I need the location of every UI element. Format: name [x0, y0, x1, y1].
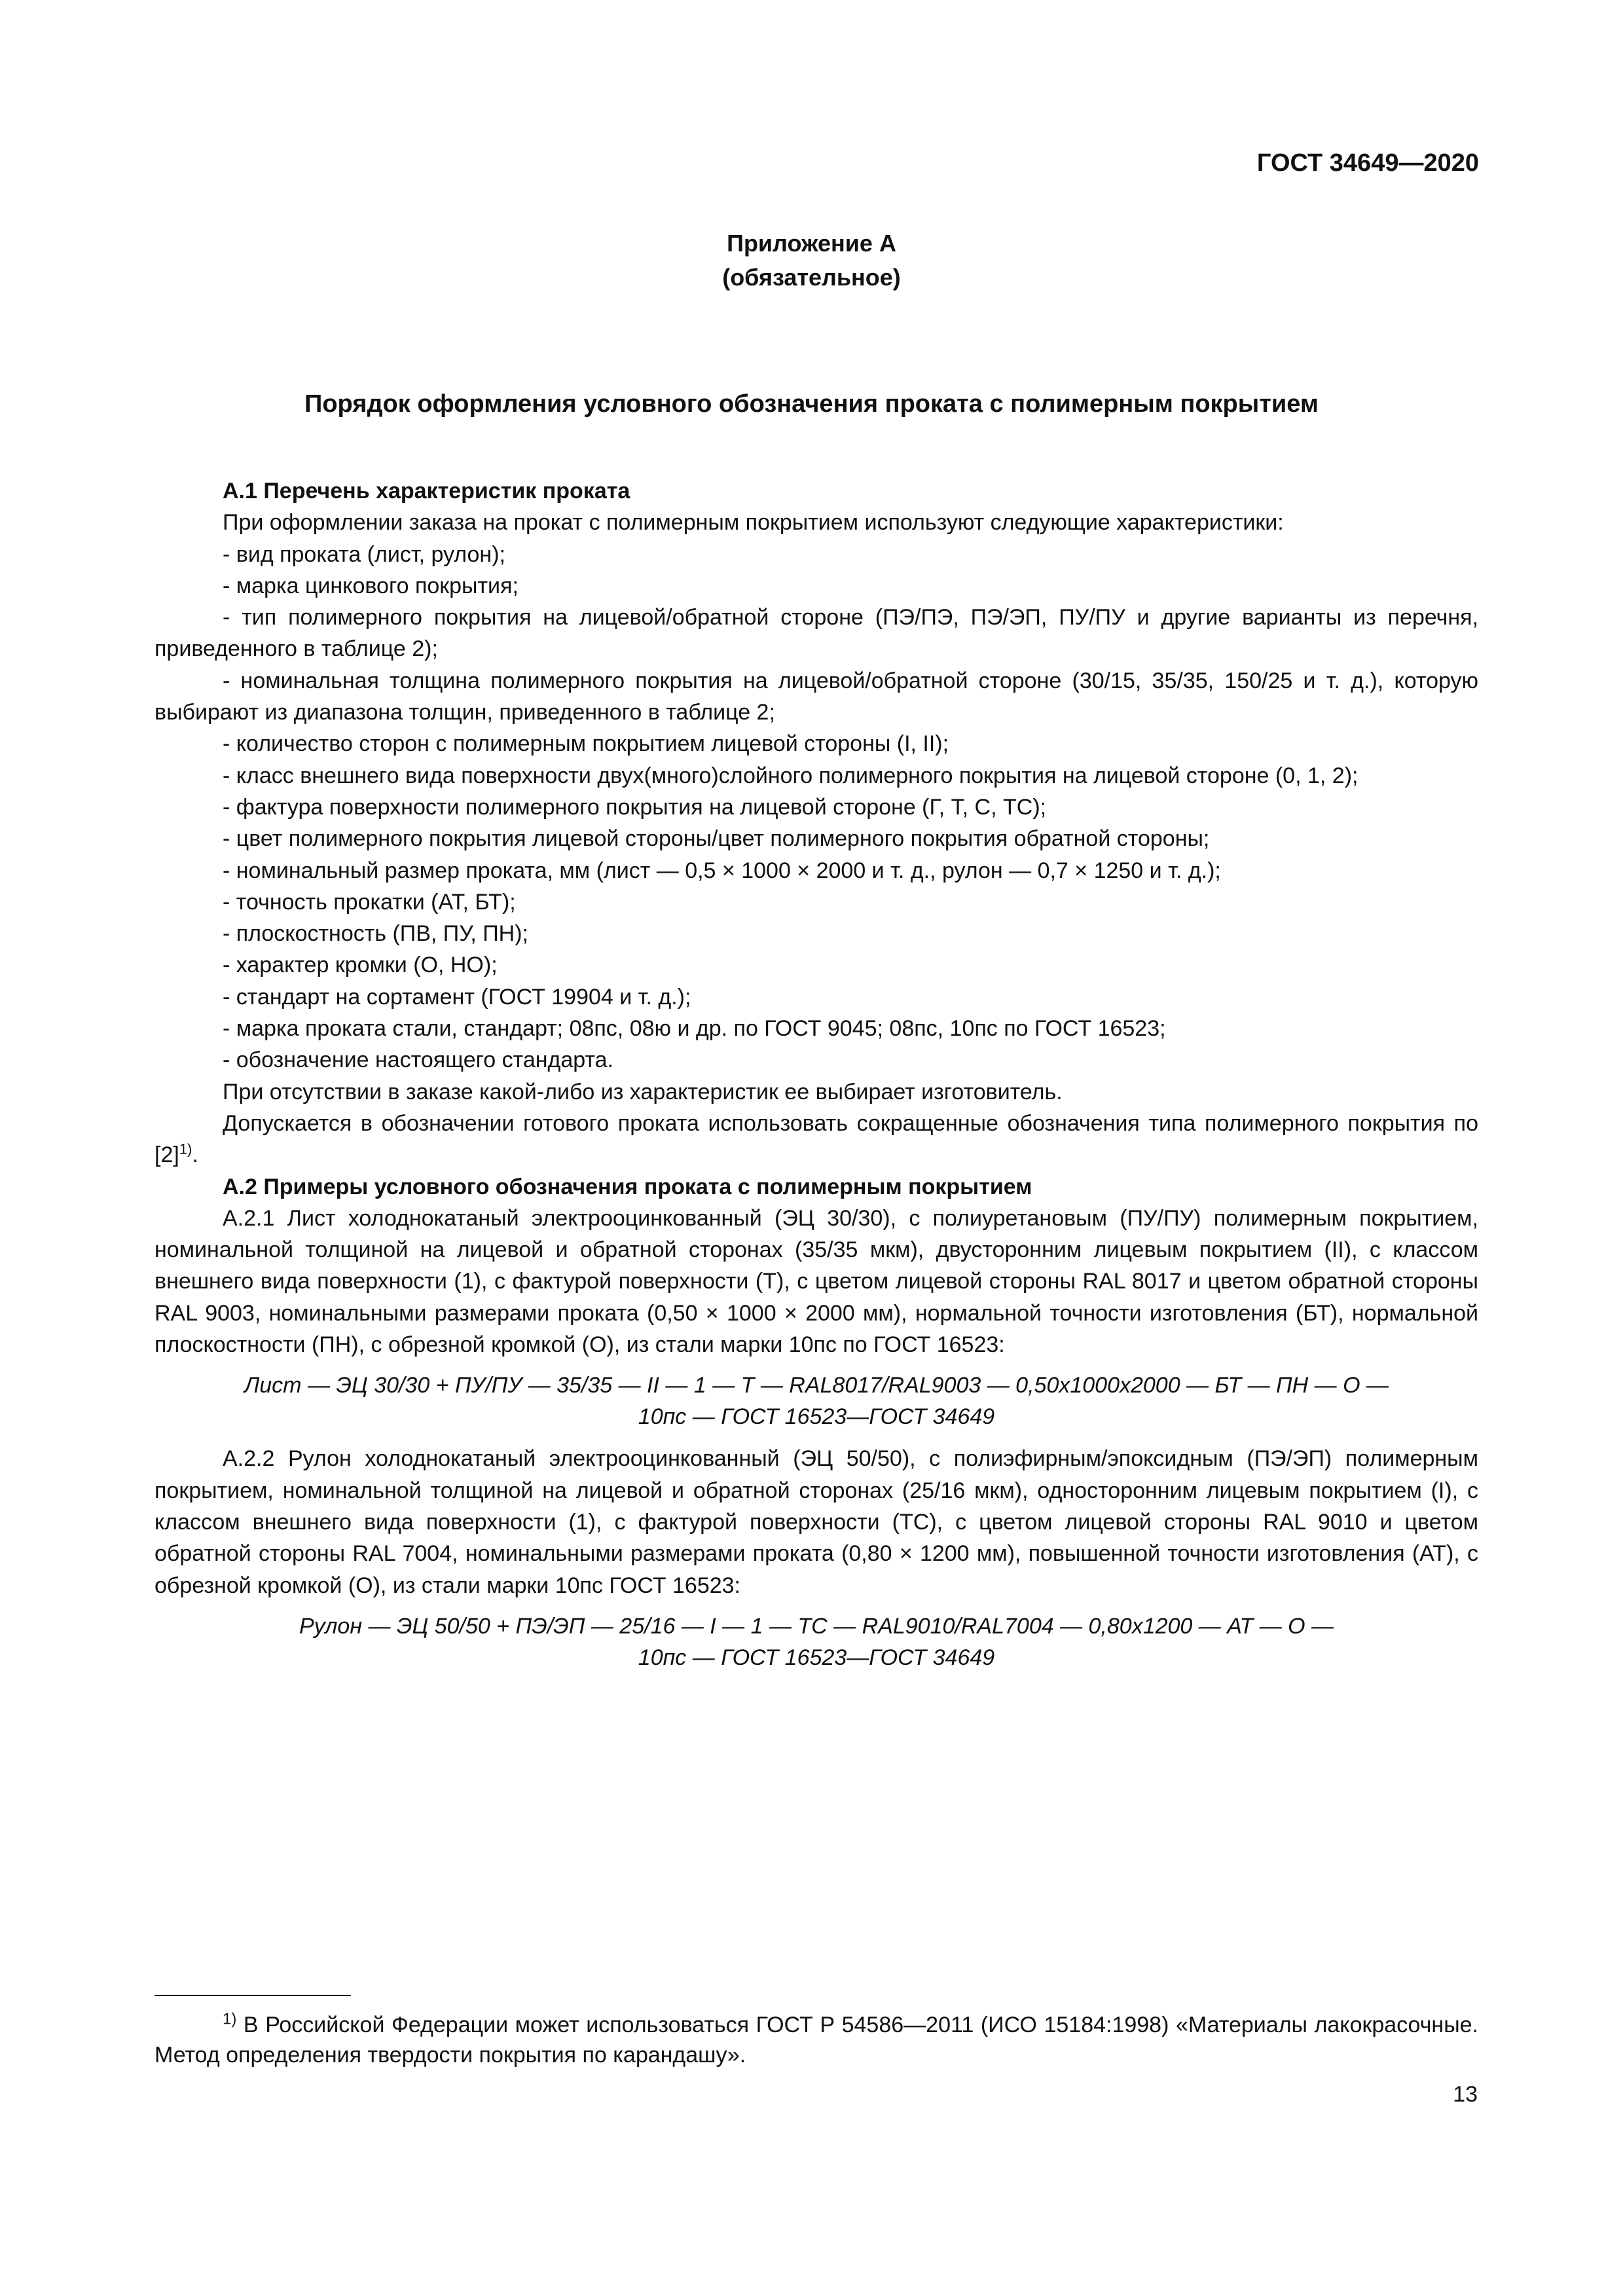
example-1-designation	[155, 1370, 1478, 1432]
list-item: - номинальный размер проката, мм (лист — 0,5 × 1000 × 2000 и т. д., рулон — 0,7 × 1250 и т. д.);	[223, 858, 1221, 883]
page-number: 13	[1453, 2082, 1478, 2107]
list-item: - марка проката стали, стандарт; 08пс, 08ю и др. по ГОСТ 9045; 08пс, 10пс по ГОСТ 16523;	[223, 1016, 1166, 1042]
section-a1-note-absent: При отсутствии в заказе какой-либо из характеристик ее выбирает изготовитель.	[223, 1079, 1063, 1104]
list-item: - точность прокатки (АТ, БТ);	[223, 889, 516, 915]
list-item: - вид проката (лист, рулон);	[223, 541, 505, 567]
document-body	[155, 475, 1478, 1684]
list-item: - цвет полимерного покрытия лицевой стороны/цвет полимерного покрытия обратной стороны;	[223, 826, 1210, 852]
section-a1-heading: А.1 Перечень характеристик проката	[223, 479, 630, 503]
section-a2-heading: А.2 Примеры условного обозначения проката с полимерным покрытием	[223, 1174, 1032, 1199]
document-number: ГОСТ 34649—2020	[1256, 149, 1479, 177]
footnote-marker: 1)	[223, 2010, 237, 2028]
footnote-text: В Российской Федерации может использоваться ГОСТ Р 54586—2011 (ИСО 15184:1998) «Материалы лакокрасочные. Метод определения твердости покрытия по карандашу».	[155, 2013, 1478, 2068]
note-end: .	[192, 1142, 198, 1168]
example-1-text: А.2.1 Лист холоднокатаный электрооцинкованный (ЭЦ 30/30), с полиуретановым (ПУ/ПУ) полимерным покрытием, номинальной толщиной на лицевой и обратной сторонах (35/35 мкм), двусторонним лицевым покрытием (II), с классом внешнего вида поверхности (1), с фактурой поверхности (Т), с цветом лицевой стороны RAL 8017 и цветом обратной стороны RAL 9003, номинальными размерами проката (0,50 × 1000 × 2000 мм), нормальной точности изготовления (БТ), нормальной плоскостности (ПН), с обрезной кромкой (О), из стали марки 10пс по ГОСТ 16523:	[155, 1205, 1478, 1358]
section-a1-intro: При оформлении заказа на прокат с полимерным покрытием используют следующие характеристики:	[223, 510, 1284, 536]
list-item: - стандарт на сортамент (ГОСТ 19904 и т. д.);	[223, 984, 691, 1010]
example-2-designation	[155, 1611, 1478, 1673]
list-item: - номинальная толщина полимерного покрытия на лицевой/обратной стороне (30/15, 35/35, 150/25 и т. д.), которую выбирают из диапазона толщин, приведенного в таблице 2;	[155, 668, 1478, 725]
designation-line-1: Лист — ЭЦ 30/30 + ПУ/ПУ — 35/35 — II — 1 — Т — RAL8017/RAL9003 — 0,50x1000x2000 — БТ — ПН — О —	[244, 1373, 1389, 1398]
note-text: Допускается в обозначении готового проката использовать сокращенные обозначения типа полимерного покрытия по [2]	[155, 1110, 1478, 1168]
main-title: Порядок оформления условного обозначения проката с полимерным покрытием	[304, 390, 1319, 418]
footnote-divider	[155, 1995, 351, 1996]
footnote-reference: 1)	[179, 1140, 192, 1157]
footnote	[155, 2010, 1478, 2070]
list-item: - плоскостность (ПВ, ПУ, ПН);	[223, 921, 528, 947]
designation-line-2: 10пс — ГОСТ 16523—ГОСТ 34649	[638, 1645, 995, 1670]
appendix-heading	[0, 227, 1623, 295]
list-item: - фактура поверхности полимерного покрытия на лицевой стороне (Г, Т, С, ТС);	[223, 794, 1047, 820]
example-2-text: А.2.2 Рулон холоднокатаный электрооцинкованный (ЭЦ 50/50), с полиэфирным/эпоксидным (ПЭ/ЭП) полимерным покрытием, номинальной толщиной на лицевой и обратной сторонах (25/16 мкм), односторонним лицевым покрытием (I), с классом внешнего вида поверхности (1), с фактурой поверхности (ТС), с цветом лицевой стороны RAL 9010 и цветом обратной стороны RAL 7004, номинальными размерами проката (0,80 × 1200 мм), повышенной точности изготовления (АТ), с обрезной кромкой (О), из стали марки 10пс ГОСТ 16523:	[155, 1446, 1478, 1598]
list-item: - количество сторон с полимерным покрытием лицевой стороны (I, II);	[223, 731, 949, 757]
list-item: - обозначение настоящего стандарта.	[223, 1048, 613, 1073]
list-item: - характер кромки (О, НО);	[223, 953, 498, 978]
appendix-status: (обязательное)	[722, 264, 901, 291]
designation-line-1: Рулон — ЭЦ 50/50 + ПЭ/ЭП — 25/16 — I — 1 — ТС — RAL9010/RAL7004 — 0,80x1200 — АТ — О —	[299, 1613, 1334, 1639]
designation-line-2: 10пс — ГОСТ 16523—ГОСТ 34649	[638, 1404, 995, 1430]
list-item: - тип полимерного покрытия на лицевой/обратной стороне (ПЭ/ПЭ, ПЭ/ЭП, ПУ/ПУ и другие варианты из перечня, приведенного в таблице 2);	[155, 605, 1478, 662]
list-item: - класс внешнего вида поверхности двух(много)слойного полимерного покрытия на лицевой стороне (0, 1, 2);	[223, 763, 1359, 788]
list-item: - марка цинкового покрытия;	[223, 573, 519, 598]
section-a1-note-abbreviations	[155, 1108, 1478, 1171]
appendix-title: Приложение А	[727, 230, 896, 257]
